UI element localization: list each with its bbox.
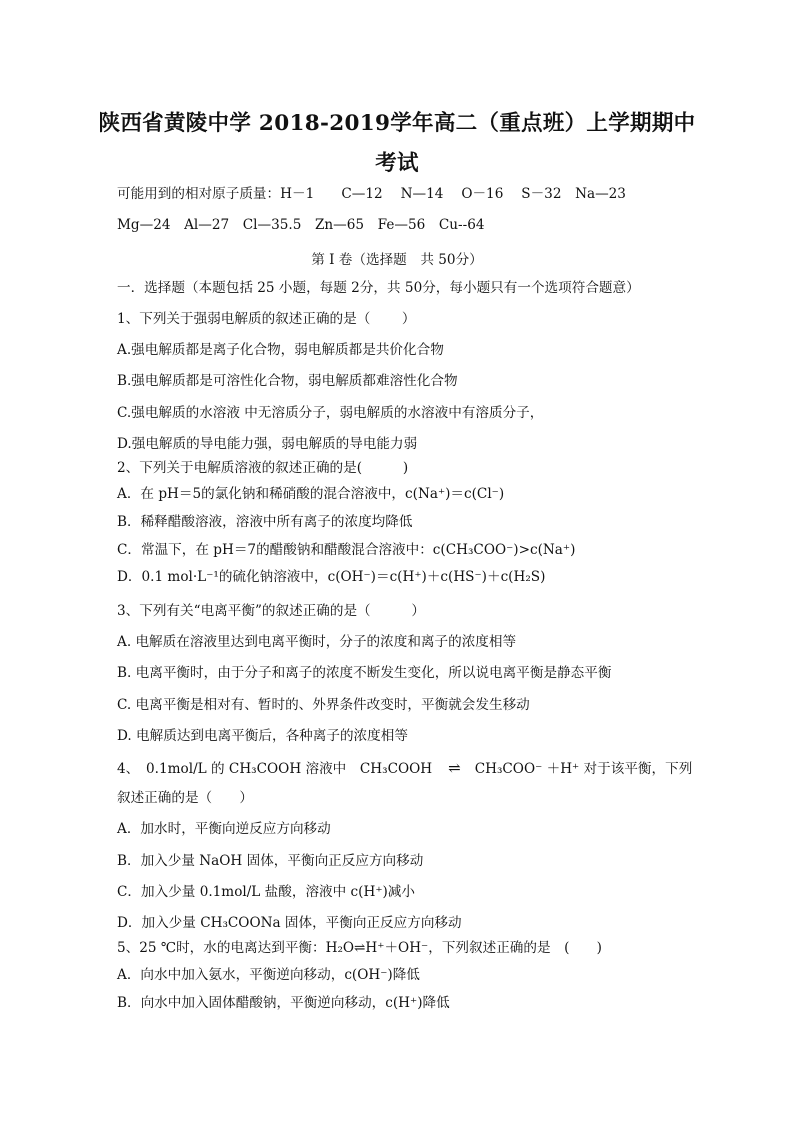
question-3-option-c: C. 电离平衡是相对有、暂时的、外界条件改变时，平衡就会发生移动 [117, 697, 530, 713]
question-5-option-b: B．向水中加入固体醋酸钠，平衡逆向移动，c(H⁺)降低 [117, 995, 450, 1011]
question-4-stem-continued: 叙述正确的是（ ） [117, 790, 253, 806]
question-4-option-c: C．加入少量 0.1mol/L 盐酸，溶液中 c(H⁺)减小 [117, 884, 415, 900]
question-1-option-b: B.强电解质都是可溶性化合物，弱电解质都难溶性化合物 [117, 373, 458, 389]
question-3-stem: 3、下列有关“电离平衡”的叙述正确的是（ ） [117, 603, 426, 619]
question-2-stem: 2、下列关于电解质溶液的叙述正确的是( ) [117, 460, 409, 476]
question-4-option-a: A．加水时，平衡向逆反应方向移动 [117, 821, 331, 837]
question-4-stem-part-b: CH₃COO⁻ ＋H⁺ 对于该平衡，下列 [474, 761, 693, 777]
atomic-mass-line2: Mg—24 Al—27 Cl—35.5 Zn—65 Fe—56 Cu--64 [117, 217, 485, 233]
question-3-option-b: B. 电离平衡时，由于分子和离子的浓度不断发生变化，所以说电离平衡是静态平衡 [117, 665, 612, 681]
question-3-option-d: D. 电解质达到电离平衡后，各种离子的浓度相等 [117, 728, 408, 744]
question-2-option-a: A．在 pH＝5的氯化钠和稀硝酸的混合溶液中，c(Na⁺)＝c(Cl⁻) [117, 486, 505, 502]
question-1-option-c: C.强电解质的水溶液 中无溶质分子，弱电解质的水溶液中有溶质分子， [117, 405, 544, 421]
question-2-option-d: D．0.1 mol·L⁻¹的硫化钠溶液中，c(OH⁻)＝c(H⁺)＋c(HS⁻)＋c(H₂S) [117, 569, 546, 585]
question-4-stem [117, 759, 692, 777]
question-1-option-a: A.强电解质都是离子化合物，弱电解质都是共价化合物 [117, 342, 444, 358]
question-4-option-b: B．加入少量 NaOH 固体，平衡向正反应方向移动 [117, 853, 424, 869]
question-2-option-b: B．稀释醋酸溶液，溶液中所有离子的浓度均降低 [117, 514, 413, 530]
volume-heading: 第 I 卷（选择题 共 50分） [311, 252, 483, 268]
exam-title-line1: 陕西省黄陵中学 2018-2019学年高二（重点班）上学期期中 [98, 111, 696, 136]
question-5-stem: 5、25 ℃时，水的电离达到平衡：H₂O⇌H⁺＋OH⁻，下列叙述正确的是 ( ) [117, 940, 602, 956]
question-1-option-d: D.强电解质的导电能力强，弱电解质的导电能力弱 [117, 436, 418, 452]
question-1-stem: 1、下列关于强弱电解质的叙述正确的是（ ） [117, 311, 416, 327]
question-4-option-d: D．加入少量 CH₃COONa 固体，平衡向正反应方向移动 [117, 915, 462, 931]
section-instructions: 一．选择题（本题包括 25 小题，每题 2分，共 50分，每小题只有一个选项符合题意） [117, 280, 640, 296]
atomic-mass-line1: 可能用到的相对原子质量：H－1 C—12 N—14 O－16 S－32 Na—23 [117, 186, 626, 202]
question-2-option-c: C．常温下，在 pH＝7的醋酸钠和醋酸混合溶液中：c(CH₃COO⁻)>c(Na⁺) [117, 542, 576, 558]
question-5-option-a: A．向水中加入氨水，平衡逆向移动，c(OH⁻)降低 [117, 967, 420, 983]
exam-title-line2: 考试 [375, 151, 419, 176]
equilibrium-arrow-icon: ⇌ [448, 759, 461, 777]
question-3-option-a: A. 电解质在溶液里达到电离平衡时，分子的浓度和离子的浓度相等 [117, 634, 517, 650]
question-4-stem-part-a: 4、 0.1mol/L 的 CH₃COOH 溶液中 CH₃COOH [117, 761, 433, 777]
